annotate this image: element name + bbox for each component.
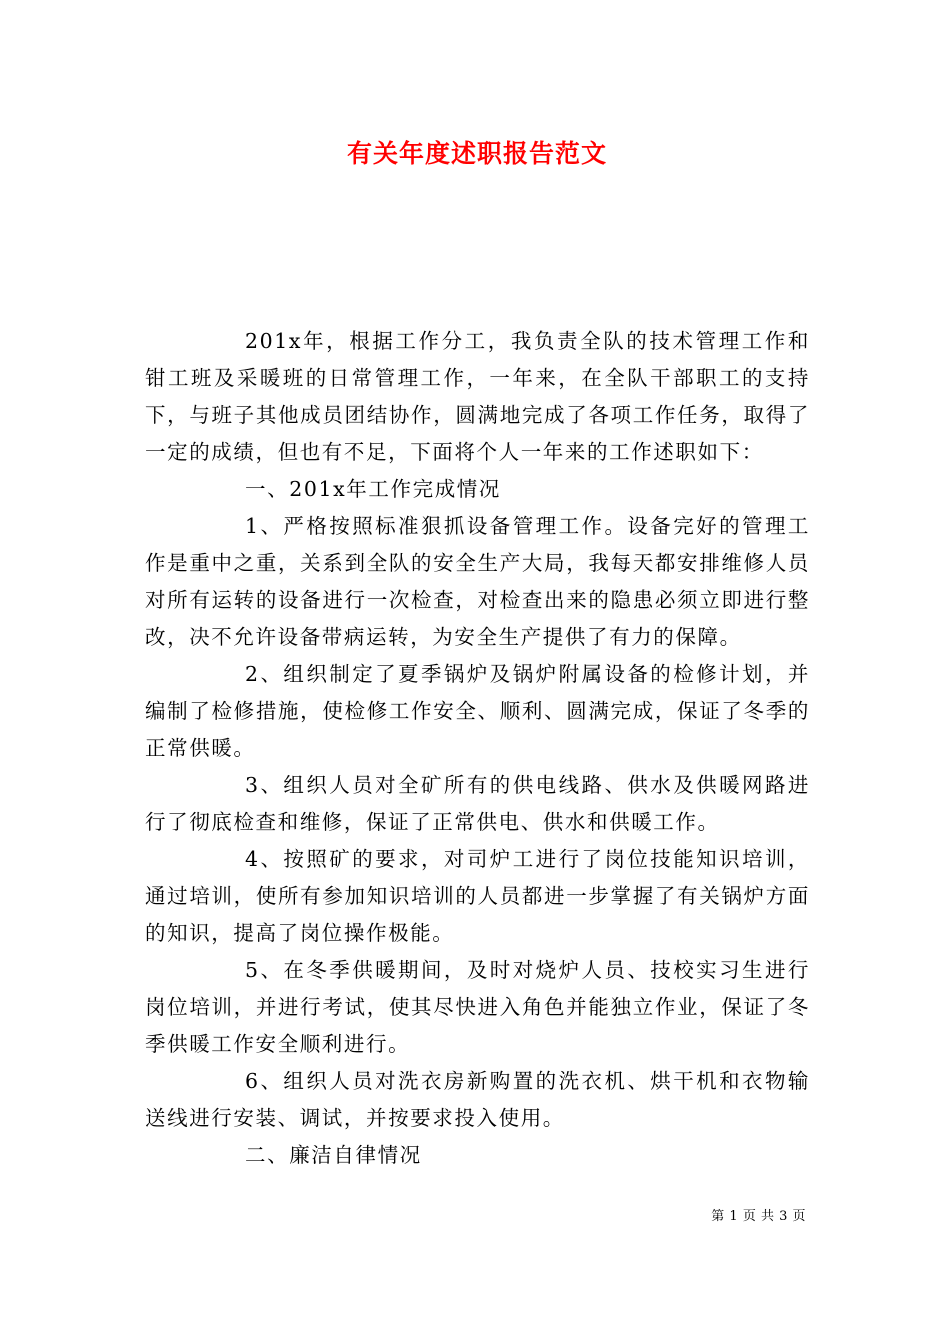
section-heading-integrity: 二、廉洁自律情况 bbox=[245, 1143, 422, 1167]
work-item-1: 1、严格按照标准狠抓设备管理工作。设备完好的管理工作是重中之重，关系到全队的安全生产大局，我每天都安排维修人员对所有运转的设备进行一次检查，对检查出来的隐患必须立即进行整改，决不允许设备带病运转，为安全生产提供了有力的保障。 bbox=[145, 514, 810, 649]
work-item-5: 5、在冬季供暖期间，及时对烧炉人员、技校实习生进行岗位培训，并进行考试，使其尽快进入角色并能独立作业，保证了冬季供暖工作安全顺利进行。 bbox=[145, 958, 810, 1056]
work-item-2: 2、组织制定了夏季锅炉及锅炉附属设备的检修计划，并编制了检修措施，使检修工作安全、顺利、圆满完成，保证了冬季的正常供暖。 bbox=[145, 662, 810, 760]
intro-paragraph: 201x年，根据工作分工，我负责全队的技术管理工作和钳工班及采暖班的日常管理工作，一年来，在全队干部职工的支持下，与班子其他成员团结协作，圆满地完成了各项工作任务，取得了一定的成绩，但也有不足，下面将个人一年来的工作述职如下： bbox=[145, 329, 810, 464]
work-item-4: 4、按照矿的要求，对司炉工进行了岗位技能知识培训，通过培训，使所有参加知识培训的人员都进一步掌握了有关锅炉方面的知识，提高了岗位操作极能。 bbox=[145, 847, 810, 945]
work-item-6: 6、组织人员对洗衣房新购置的洗衣机、烘干机和衣物输送线进行安装、调试，并按要求投入使用。 bbox=[145, 1069, 810, 1130]
work-item-3: 3、组织人员对全矿所有的供电线路、供水及供暖网路进行了彻底检查和维修，保证了正常供电、供水和供暖工作。 bbox=[145, 773, 810, 834]
document-title: 有关年度述职报告范文 bbox=[346, 139, 607, 168]
page-number-footer: 第 1 页 共 3 页 bbox=[711, 1209, 806, 1224]
section-heading-work: 一、201x年工作完成情况 bbox=[245, 477, 501, 501]
document-body bbox=[145, 323, 810, 1174]
